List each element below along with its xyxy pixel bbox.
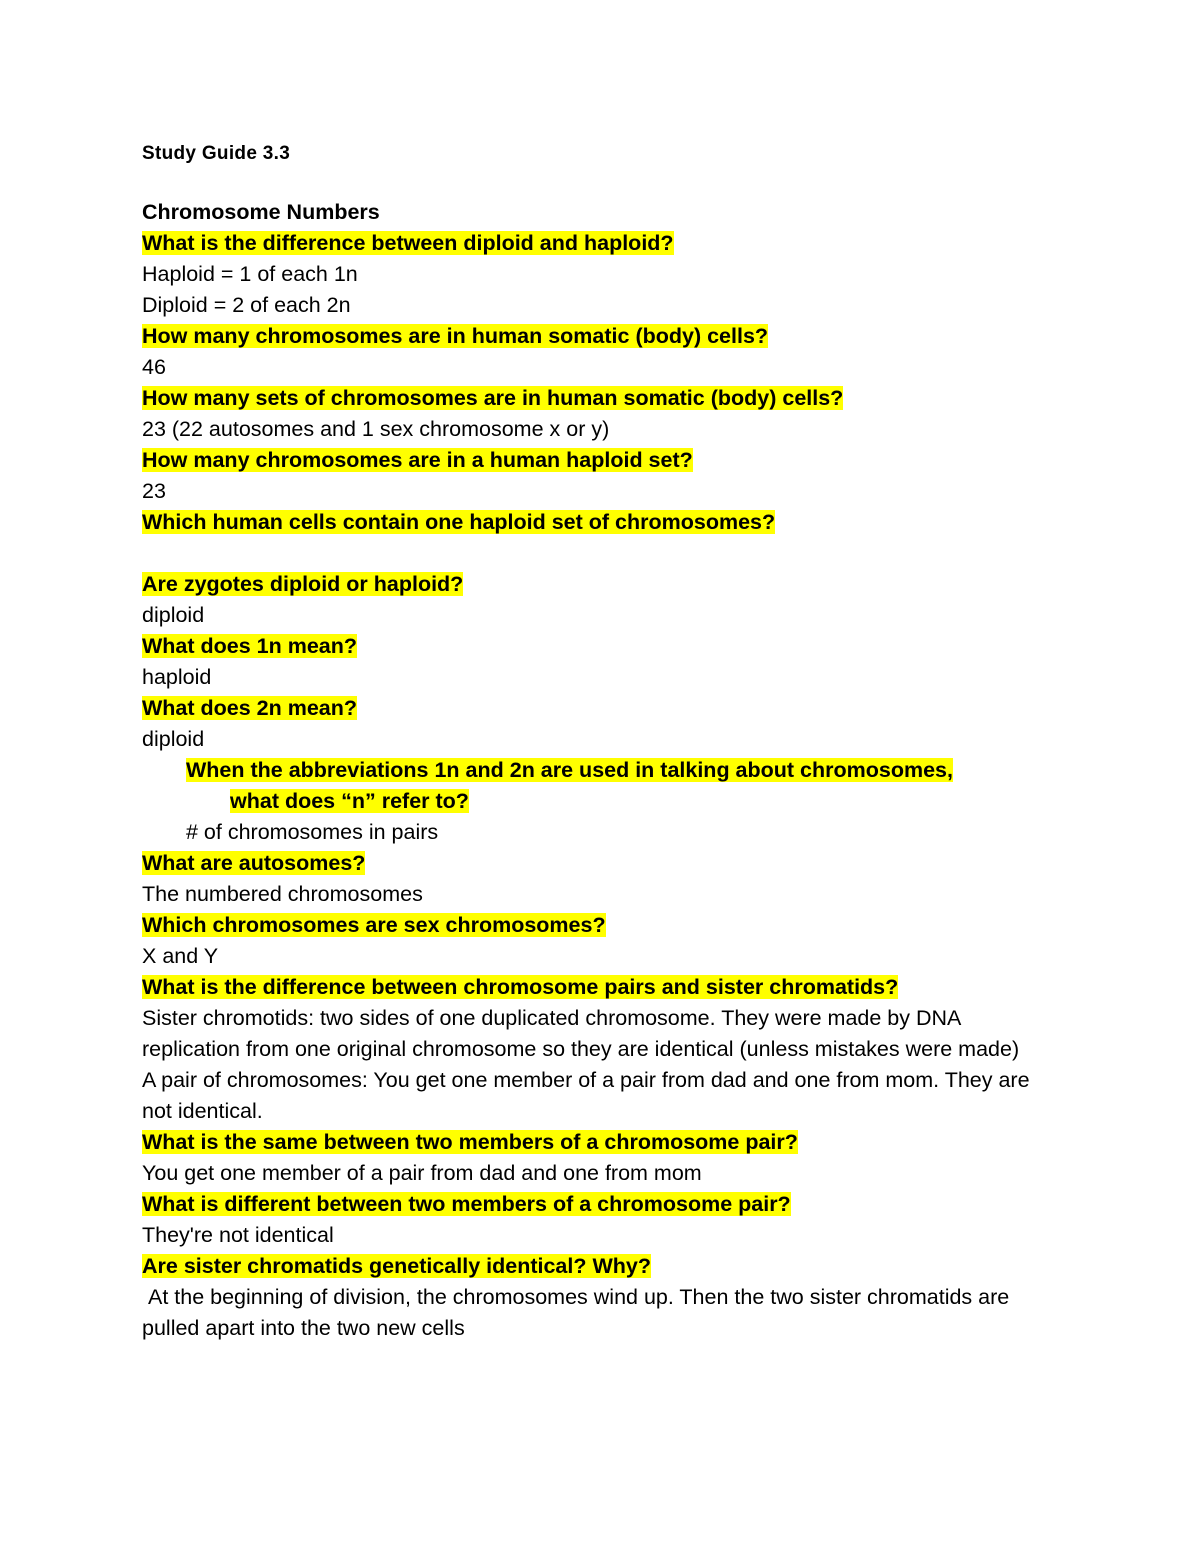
answer: The numbered chromosomes [142,882,423,906]
question-text: Are sister chromatids genetically identical? Why? [142,1254,651,1278]
question [142,1189,1072,1220]
question [142,631,1072,662]
question-text: What is different between two members of a chromosome pair? [142,1192,791,1216]
answer: diploid [142,603,205,627]
answer: Sister chromotids: two sides of one duplicated chromosome. They were made by DNA replication from one original chromosome so they are identical (unless mistakes were made) [142,1006,1020,1061]
question-text: Which chromosomes are sex chromosomes? [142,913,606,937]
question [142,321,1072,352]
answer: 23 (22 autosomes and 1 sex chromosome x or y) [142,417,610,441]
question-text: what does “n” refer to? [230,789,469,813]
question [142,228,1072,259]
answer: haploid [142,665,212,689]
page-title: Study Guide 3.3 [142,143,291,164]
answer-empty [142,538,1072,569]
question [142,1251,1072,1282]
answer: At the beginning of division, the chromosomes wind up. Then the two sister chromatids are pulled apart into the two new cells [142,1285,1016,1340]
question [142,445,1072,476]
question-text: What is the same between two members of a chromosome pair? [142,1130,798,1154]
question-text: What is the difference between diploid and haploid? [142,231,674,255]
question [142,848,1072,879]
answer: Diploid = 2 of each 2n [142,293,351,317]
section-heading: Chromosome Numbers [142,200,380,224]
document-body [142,197,1072,1344]
question-text: What is the difference between chromosome pairs and sister chromatids? [142,975,899,999]
question-text: When the abbreviations 1n and 2n are used in talking about chromosomes, [186,758,953,782]
question-text: Are zygotes diploid or haploid? [142,572,464,596]
answer: Haploid = 1 of each 1n [142,262,358,286]
question [142,693,1072,724]
question-text: Which human cells contain one haploid set of chromosomes? [142,510,776,534]
answer: # of chromosomes in pairs [186,820,439,844]
answer: You get one member of a pair from dad and one from mom [142,1161,702,1185]
answer: 23 [142,479,166,503]
question-continued [142,786,1072,817]
answer: X and Y [142,944,219,968]
question [142,1127,1072,1158]
question [142,755,1072,786]
question [142,383,1072,414]
question [142,507,1072,538]
question-text: What does 2n mean? [142,696,358,720]
answer: They're not identical [142,1223,334,1247]
question-text: How many chromosomes are in human somatic (body) cells? [142,324,769,348]
answer: 46 [142,355,166,379]
question [142,569,1072,600]
question [142,972,1072,1003]
answer: diploid [142,727,205,751]
question-text: What does 1n mean? [142,634,358,658]
question-text: What are autosomes? [142,851,366,875]
question-text: How many sets of chromosomes are in human somatic (body) cells? [142,386,844,410]
question-text: How many chromosomes are in a human haploid set? [142,448,693,472]
answer: A pair of chromosomes: You get one member of a pair from dad and one from mom. They are not identical. [142,1068,1030,1123]
question [142,910,1072,941]
